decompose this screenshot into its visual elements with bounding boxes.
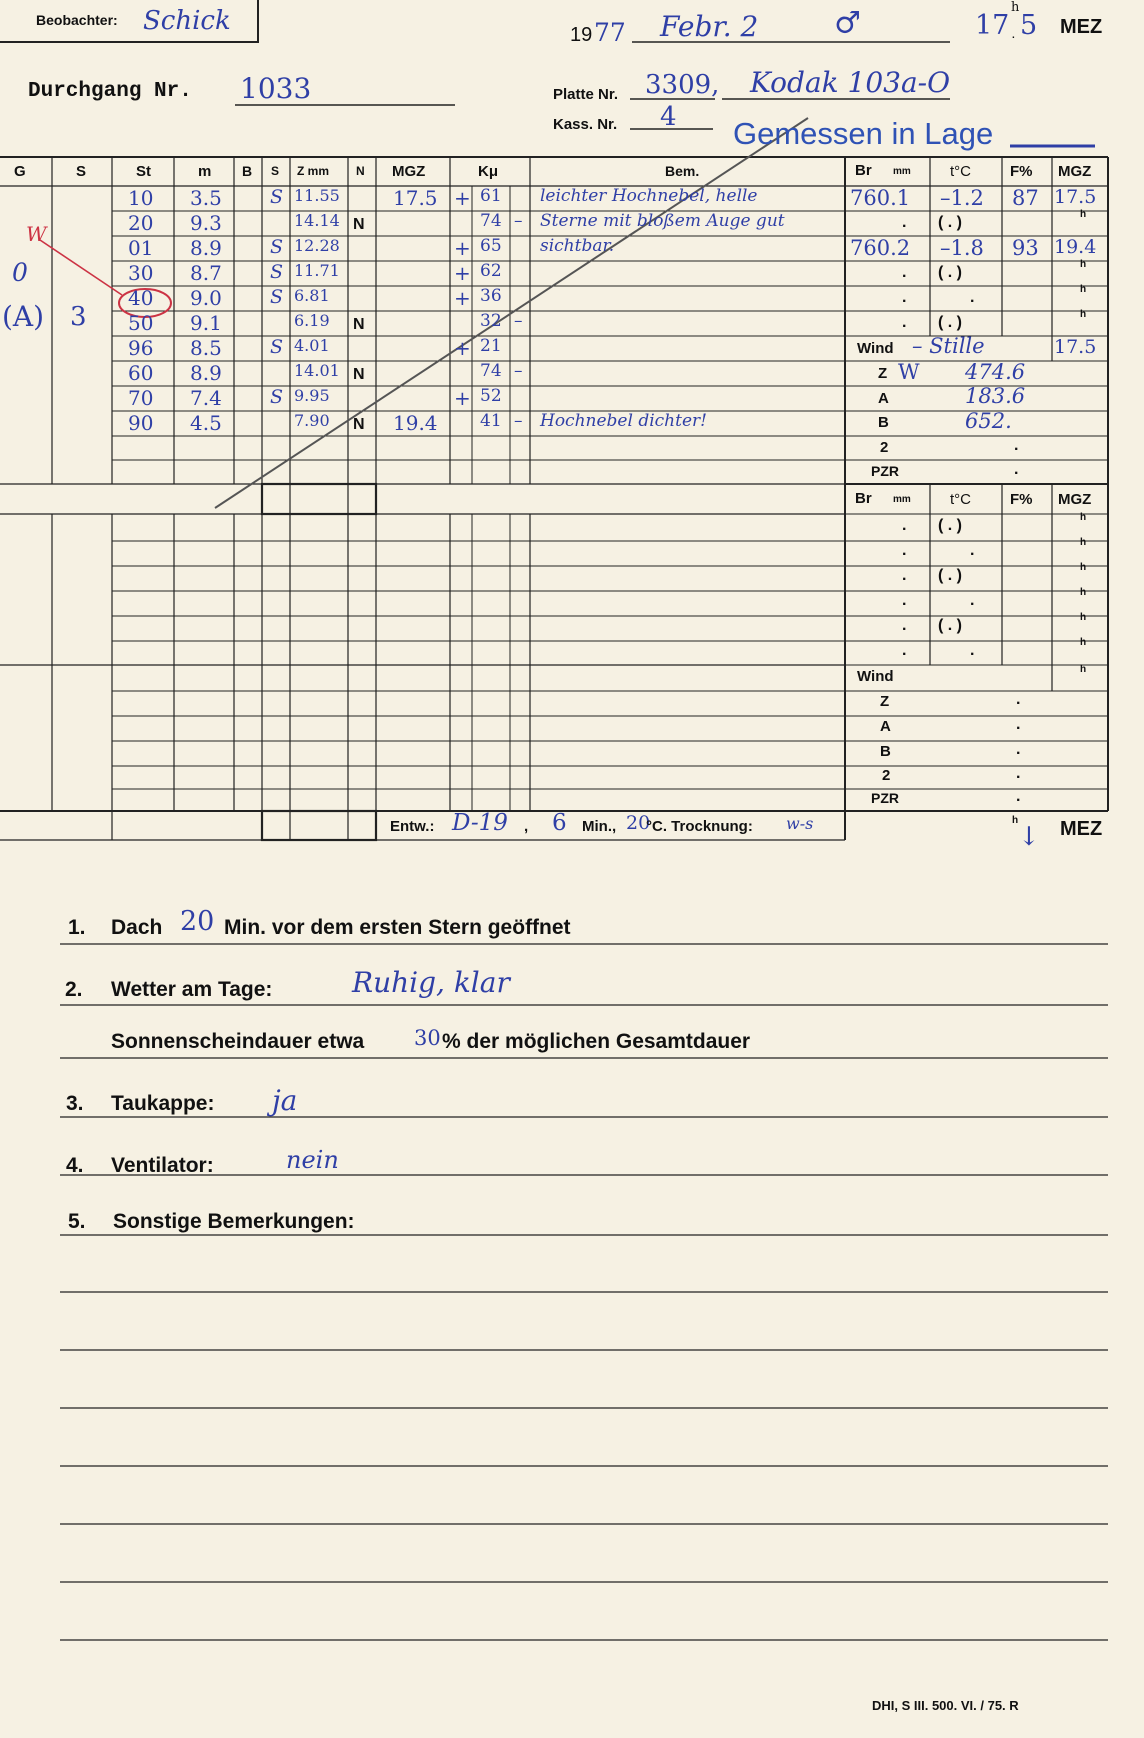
rp2-header-mm: mm: [893, 494, 911, 505]
cell-k2: –: [514, 211, 523, 231]
margin-mark-a: (A): [2, 300, 45, 333]
cell-n: N: [353, 216, 365, 233]
rp-cell-t: ( . ): [938, 264, 962, 281]
cell-ks: +: [454, 336, 471, 360]
col-s: S: [76, 163, 87, 180]
rp2-cell-temp: ( . ): [938, 617, 962, 634]
rp2-cell-dot: .: [902, 542, 907, 559]
rp-header-br: Br: [855, 162, 872, 179]
q5-label: Sonstige Bemerkungen:: [113, 1210, 355, 1233]
kass-label: Kass. Nr.: [553, 116, 618, 133]
entw-temp: 20: [626, 812, 651, 834]
cell-m: 9.0: [190, 286, 222, 310]
q3-num: 3.: [66, 1092, 84, 1115]
platte-label: Platte Nr.: [553, 86, 619, 103]
cell-k2: –: [514, 311, 523, 331]
cell-st: 60: [128, 361, 154, 385]
observer-label: Beobachter:: [36, 12, 118, 28]
rp2-header-br: Br: [855, 490, 872, 507]
cell-st: 90: [128, 411, 154, 435]
rp-2-value: .: [1014, 437, 1019, 454]
rp-wind-value: – Stille: [912, 334, 985, 358]
rp-cell-b: .: [902, 264, 907, 281]
cell-m: 8.7: [190, 261, 222, 285]
cell-n: N: [353, 316, 365, 333]
rp-cell-f: 87: [1012, 186, 1039, 210]
rp2-cell-temp: ( . ): [938, 517, 962, 534]
cell-ks: +: [454, 286, 471, 310]
rp-header-t: t°C: [950, 163, 971, 180]
cell-z: 12.28: [294, 236, 340, 255]
cell-mgz: 17.5: [393, 186, 438, 210]
rp-b-label: B: [878, 414, 889, 431]
cell-z: 9.95: [294, 386, 330, 405]
durchgang-label: Durchgang Nr.: [28, 80, 192, 103]
q4-label: Ventilator:: [111, 1154, 214, 1177]
rp-cell-mgz: 17.5: [1054, 186, 1097, 208]
cell-z: 4.01: [294, 336, 330, 355]
q2b-value: 30: [414, 1026, 441, 1050]
rp-z-label: Z: [878, 365, 888, 382]
stamp-gemessen: Gemessen in Lage: [733, 116, 994, 151]
entw-arrow-icon: ↓: [1018, 822, 1040, 852]
q4-num: 4.: [66, 1154, 84, 1177]
rp-cell-mgz: 19.4: [1054, 236, 1097, 258]
time-dot: .: [1012, 30, 1015, 41]
rp-cell-mgz: h: [1080, 209, 1087, 220]
footer-code: DHI, S III. 500. VI. / 75. R: [872, 1698, 1019, 1713]
entw-trocknung: w-s: [786, 814, 814, 833]
rp2-b-dot: .: [1016, 741, 1021, 758]
rp2-2-dot: .: [1016, 765, 1021, 782]
cell-k: 61: [480, 186, 502, 206]
cell-st: 40: [128, 286, 154, 310]
cell-k: 41: [480, 411, 502, 431]
rp-header-mgz: MGZ: [1058, 163, 1092, 180]
kass-value: 4: [660, 102, 677, 132]
rp-a-value: 183.6: [965, 384, 1026, 408]
entw-value: D-19: [452, 810, 508, 836]
cell-m: 9.1: [190, 311, 222, 335]
cell-k: 74: [480, 361, 502, 381]
cell-k: 65: [480, 236, 502, 256]
cell-st: 10: [128, 186, 154, 210]
year-prefix: 19: [570, 24, 593, 46]
cell-k: 21: [480, 336, 502, 356]
rp-header-mm: mm: [893, 166, 911, 177]
cell-s: S: [270, 236, 284, 258]
rp2-pzr-label: PZR: [871, 790, 899, 806]
cell-n: N: [353, 366, 365, 383]
time-unit: MEZ: [1060, 16, 1103, 38]
q2-label: Wetter am Tage:: [111, 978, 273, 1001]
q1-pre: Dach: [111, 916, 163, 939]
cell-m: 4.5: [190, 411, 222, 435]
cell-k2: –: [514, 411, 523, 431]
rp-cell-b: 760.1: [850, 186, 911, 210]
rp2-a-label: A: [880, 718, 891, 735]
rp-wind-mgz: 17.5: [1054, 336, 1097, 358]
rp-cell-f: 93: [1012, 236, 1039, 260]
rp2-cell-h: h: [1080, 587, 1087, 598]
cell-m: 3.5: [190, 186, 222, 210]
cell-z: 11.71: [294, 261, 340, 280]
margin-mark-0: 0: [12, 258, 28, 287]
cell-s: S: [270, 286, 284, 308]
rp2-a-dot: .: [1016, 716, 1021, 733]
rp2-b-label: B: [880, 743, 891, 760]
rp2-z-dot: .: [1016, 691, 1021, 708]
cell-bem: Sterne mit bloßem Auge gut: [540, 211, 785, 231]
rp-cell-b: 760.2: [850, 236, 911, 260]
rp2-cell-temp: .: [970, 542, 975, 559]
cell-st: 50: [128, 311, 154, 335]
rp-b-value: 652.: [965, 409, 1012, 433]
col-kmu: Kμ: [478, 163, 499, 180]
entw-min-label: Min.,: [582, 818, 617, 835]
cell-bem: leichter Hochnebel, helle: [540, 186, 758, 206]
time-h-mark: h: [1011, 0, 1020, 15]
cell-st: 20: [128, 211, 154, 235]
rp2-pzr-dot: .: [1016, 788, 1021, 805]
rp2-cell-dot: .: [902, 617, 907, 634]
cell-m: 8.9: [190, 361, 222, 385]
cell-st: 70: [128, 386, 154, 410]
cell-k: 52: [480, 386, 502, 406]
entw-temp-label: °C. Trocknung:: [646, 818, 753, 835]
q1-post: Min. vor dem ersten Stern geöffnet: [224, 916, 571, 939]
cell-z: 6.81: [294, 286, 330, 305]
cell-st: 01: [128, 236, 154, 260]
rp-cell-t: .: [970, 289, 975, 306]
rp-cell-mgz: h: [1080, 309, 1087, 320]
rp-2-label: 2: [880, 439, 889, 456]
cell-bem: Hochnebel dichter!: [540, 411, 707, 431]
rp2-cell-dot: .: [902, 592, 907, 609]
entw-h: h: [1012, 815, 1019, 826]
cell-ks: +: [454, 186, 471, 210]
platte-value: 3309,: [645, 70, 720, 100]
rp-cell-t: –1.2: [940, 186, 984, 210]
rp2-cell-temp: .: [970, 592, 975, 609]
cell-st: 96: [128, 336, 154, 360]
col-zmm: Z mm: [297, 164, 330, 178]
rp-z-value: 474.6: [965, 360, 1026, 384]
cell-k2: –: [514, 361, 523, 381]
cell-n: N: [353, 416, 365, 433]
rp2-cell-h: h: [1080, 512, 1087, 523]
rp-cell-mgz: h: [1080, 259, 1087, 270]
rp2-cell-temp: ( . ): [938, 567, 962, 584]
col-mgz: MGZ: [392, 163, 426, 180]
q4-value: nein: [286, 1146, 339, 1174]
col-b: B: [242, 163, 253, 179]
q3-value: ja: [272, 1084, 298, 1117]
time-min: 5: [1020, 10, 1038, 41]
rp-cell-b: .: [902, 214, 907, 231]
margin-mark-w: W: [26, 222, 47, 246]
rp2-header-t: t°C: [950, 491, 971, 508]
rp2-cell-dot: .: [902, 517, 907, 534]
rp2-cell-dot: .: [902, 642, 907, 659]
cell-m: 8.5: [190, 336, 222, 360]
cell-m: 9.3: [190, 211, 222, 235]
rp-cell-b: .: [902, 314, 907, 331]
cell-s: S: [270, 386, 284, 408]
rp2-cell-h: h: [1080, 562, 1087, 573]
rp-cell-t: ( . ): [938, 214, 962, 231]
rp-pzr-label: PZR: [871, 463, 899, 479]
rp-cell-b: .: [902, 289, 907, 306]
cell-bem: sichtbar.: [540, 236, 615, 256]
cell-s: S: [270, 261, 284, 283]
col-s2: S: [271, 164, 280, 178]
rp2-header-mgz: MGZ: [1058, 491, 1092, 508]
year-suffix: 77: [594, 18, 626, 47]
cell-mgz: 19.4: [393, 411, 438, 435]
rp-header-f: F%: [1010, 163, 1033, 180]
cell-z: 6.19: [294, 311, 330, 330]
rp2-cell-h: h: [1080, 537, 1087, 548]
rp2-z-label: Z: [880, 693, 890, 710]
rp2-cell-dot: .: [902, 567, 907, 584]
rp2-cell-h: h: [1080, 612, 1087, 623]
col-n: N: [356, 164, 365, 178]
cell-z: 14.01: [294, 361, 340, 380]
col-g: G: [14, 163, 26, 180]
rp-a-label: A: [878, 390, 889, 407]
q5-num: 5.: [68, 1210, 86, 1233]
cell-ks: +: [454, 386, 471, 410]
cell-s: S: [270, 186, 284, 208]
rp-cell-mgz: h: [1080, 284, 1087, 295]
entw-mez: MEZ: [1060, 818, 1103, 840]
rp-z-extra: W: [898, 360, 920, 384]
entw-label: Entw.:: [390, 818, 435, 835]
observer-value: Schick: [143, 6, 231, 36]
rp2-2-label: 2: [882, 767, 891, 784]
entw-minutes: 6: [552, 810, 567, 836]
s-value: 3: [70, 302, 87, 332]
weekday-symbol: ♂: [834, 6, 861, 41]
cell-m: 7.4: [190, 386, 222, 410]
cell-k: 36: [480, 286, 502, 306]
q2b-post: % der möglichen Gesamtdauer: [442, 1030, 751, 1053]
date-value: Febr. 2: [660, 10, 759, 43]
rp-cell-t: –1.8: [940, 236, 984, 260]
cell-st: 30: [128, 261, 154, 285]
q2-num: 2.: [65, 978, 83, 1001]
q1-num: 1.: [68, 916, 86, 939]
cell-z: 14.14: [294, 211, 340, 230]
entw-comma: ,: [524, 818, 529, 835]
platte-type: Kodak 103a-O: [750, 66, 951, 99]
q2b-pre: Sonnenscheindauer etwa: [111, 1030, 365, 1053]
rp2-cell-temp: .: [970, 642, 975, 659]
cell-ks: +: [454, 261, 471, 285]
cell-k: 32: [480, 311, 502, 331]
cell-z: 7.90: [294, 411, 330, 430]
col-st: St: [136, 163, 151, 180]
cell-k: 74: [480, 211, 502, 231]
time-hour: 17: [975, 10, 1010, 41]
cell-s: S: [270, 336, 284, 358]
rp2-wind-h: h: [1080, 664, 1087, 675]
rp2-wind-label: Wind: [857, 668, 894, 685]
rp-pzr-value: .: [1014, 461, 1019, 478]
durchgang-value: 1033: [240, 72, 312, 105]
rp-cell-t: ( . ): [938, 314, 962, 331]
rp2-cell-h: h: [1080, 637, 1087, 648]
cell-k: 62: [480, 261, 502, 281]
cell-m: 8.9: [190, 236, 222, 260]
q3-label: Taukappe:: [111, 1092, 215, 1115]
col-bem: Bem.: [665, 163, 700, 179]
rp2-header-f: F%: [1010, 491, 1033, 508]
q2-value: Ruhig, klar: [352, 966, 510, 999]
cell-z: 11.55: [294, 186, 340, 205]
col-m: m: [198, 163, 212, 180]
cell-ks: +: [454, 236, 471, 260]
q1-value: 20: [180, 906, 215, 937]
rp-wind-label: Wind: [857, 340, 894, 357]
